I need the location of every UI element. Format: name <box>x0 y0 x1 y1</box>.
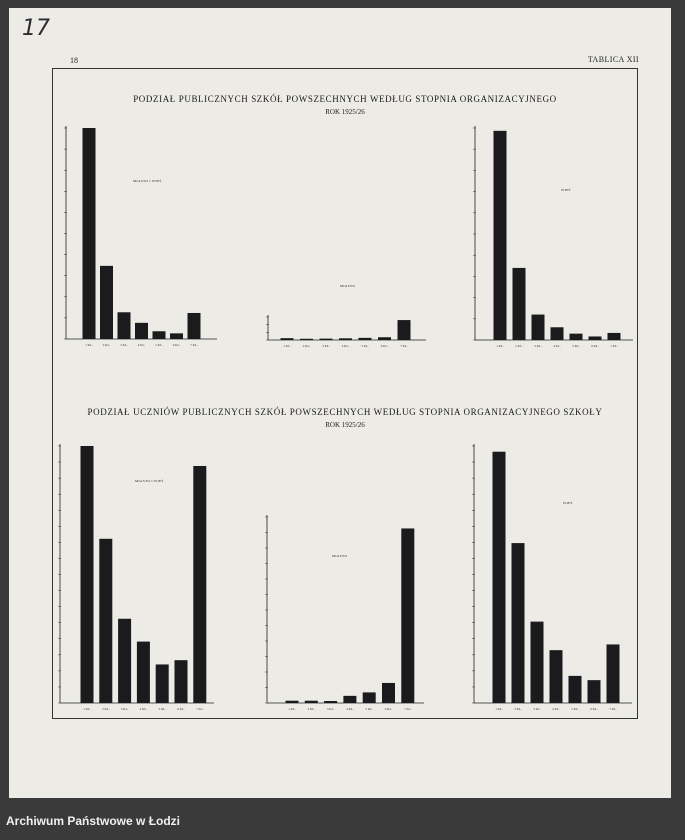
x-tick-label: 2 KL. <box>515 344 523 348</box>
section-1-title: PODZIAŁ PUBLICZNYCH SZKÓŁ POWSZECHNYCH WEDŁUG STOPNIA ORGANIZACYJNEGO <box>133 94 557 104</box>
x-tick-label: 6 KL. <box>177 707 185 711</box>
x-tick-label: 4 KL. <box>139 707 148 711</box>
bar-5 <box>153 331 166 339</box>
bar-4 <box>343 696 356 703</box>
bar-2 <box>512 543 525 703</box>
x-tick-label: 5 KL. <box>572 344 580 348</box>
chart-schools-city <box>262 284 432 348</box>
bar-1 <box>494 131 507 340</box>
bar-7 <box>398 320 411 340</box>
bar-7 <box>401 528 414 703</box>
section-2-subtitle: ROK 1925/26 <box>325 421 365 429</box>
bar-4 <box>135 323 148 339</box>
bar-1 <box>81 446 94 703</box>
x-tick-label: 3 KL. <box>534 344 542 348</box>
bar-4 <box>137 642 150 703</box>
x-tick-label: 5 KL. <box>155 343 163 347</box>
bar-3 <box>531 622 544 703</box>
x-tick-label: 2 KL. <box>102 343 111 347</box>
bar-6 <box>378 337 391 340</box>
x-tick-label: 2 KL. <box>102 707 110 711</box>
x-tick-label: 5 KL. <box>365 707 373 711</box>
page-number: 18 <box>70 56 78 65</box>
bar-5 <box>359 338 372 340</box>
bar-3 <box>320 339 333 340</box>
chart-pupils-city <box>260 513 430 710</box>
bar-2 <box>305 701 318 703</box>
bar-1 <box>286 701 299 703</box>
x-tick-label: 7 KL. <box>609 707 617 711</box>
bar-7 <box>193 466 206 703</box>
x-tick-label: 1 KL. <box>496 344 504 348</box>
chart-pupils-village <box>468 440 638 710</box>
bar-6 <box>588 680 601 703</box>
x-tick-label: 2 KL. <box>307 707 316 711</box>
chart-title: MIASTO I WIEŚ <box>135 479 164 483</box>
x-tick-label: 4 KL. <box>341 344 350 348</box>
chart-schools-total <box>58 122 223 347</box>
x-tick-label: 3 KL. <box>322 344 330 348</box>
x-tick-label: 5 KL. <box>571 707 579 711</box>
x-tick-label: 3 KL. <box>120 707 129 711</box>
bar-7 <box>188 313 201 339</box>
bar-2 <box>300 339 313 340</box>
x-tick-label: 7 KL. <box>400 344 408 348</box>
x-tick-label: 1 KL. <box>83 707 91 711</box>
x-tick-label: 1 KL. <box>85 343 93 347</box>
chart-title: MIASTO I WIEŚ <box>133 179 162 183</box>
bar-5 <box>570 334 583 340</box>
x-tick-label: 7 KL. <box>190 343 198 347</box>
section-2-title: PODZIAŁ UCZNIÓW PUBLICZNYCH SZKÓŁ POWSZECHNYCH WEDŁUG STOPNIA ORGANIZACYJNEGO SZKOŁY <box>87 407 603 417</box>
x-tick-label: 6 KL. <box>380 344 389 348</box>
handwritten-mark: 17 <box>22 16 50 41</box>
bar-6 <box>589 336 602 340</box>
x-tick-label: 7 KL. <box>404 707 412 711</box>
chart-schools-village <box>469 124 639 346</box>
bar-6 <box>382 683 395 703</box>
table-label: TABLICA XII <box>587 55 639 64</box>
chart-title: MIASTO <box>340 284 356 288</box>
bar-1 <box>281 338 294 340</box>
x-tick-label: 5 KL. <box>361 344 369 348</box>
bar-5 <box>363 692 376 703</box>
bar-3 <box>324 701 337 703</box>
x-tick-label: 6 KL. <box>384 707 393 711</box>
x-tick-label: 2 KL. <box>514 707 522 711</box>
chart-pupils-total <box>55 440 220 710</box>
x-tick-label: 4 KL. <box>552 707 560 711</box>
chart-title: WIEŚ <box>561 188 571 192</box>
x-tick-label: 6 KL. <box>591 344 599 348</box>
x-tick-label: 3 KL. <box>120 343 128 347</box>
chart-title: MIASTO <box>332 554 348 558</box>
x-tick-label: 4 KL. <box>553 344 561 348</box>
bar-7 <box>608 333 621 340</box>
bar-4 <box>550 650 563 703</box>
x-tick-label: 7 KL. <box>196 707 204 711</box>
x-tick-label: 3 KL. <box>326 707 335 711</box>
bar-3 <box>118 312 131 339</box>
chart-title: WIEŚ <box>563 501 573 505</box>
x-tick-label: 1 KL. <box>283 344 291 348</box>
x-tick-label: 3 KL. <box>533 707 541 711</box>
x-tick-label: 4 KL. <box>137 343 146 347</box>
bar-4 <box>339 338 352 340</box>
bar-4 <box>551 327 564 340</box>
x-tick-label: 1 KL. <box>288 707 296 711</box>
x-tick-label: 6 KL. <box>590 707 598 711</box>
bar-6 <box>170 333 183 339</box>
bar-2 <box>99 539 112 703</box>
x-tick-label: 6 KL. <box>172 343 181 347</box>
section-1-subtitle: ROK 1925/26 <box>325 108 365 116</box>
bar-3 <box>532 315 545 340</box>
bar-7 <box>607 644 620 703</box>
archive-credit: Archiwum Państwowe w Łodzi <box>6 814 181 828</box>
bar-5 <box>569 676 582 703</box>
x-tick-label: 5 KL. <box>158 707 166 711</box>
bar-2 <box>513 268 526 340</box>
x-tick-label: 1 KL. <box>495 707 503 711</box>
x-tick-label: 7 KL. <box>610 344 618 348</box>
bar-1 <box>493 452 506 703</box>
bar-1 <box>83 128 96 339</box>
bar-2 <box>100 266 113 339</box>
x-tick-label: 4 KL. <box>346 707 354 711</box>
bar-5 <box>156 664 169 703</box>
bar-3 <box>118 619 131 703</box>
bar-6 <box>175 660 188 703</box>
x-tick-label: 2 KL. <box>302 344 311 348</box>
